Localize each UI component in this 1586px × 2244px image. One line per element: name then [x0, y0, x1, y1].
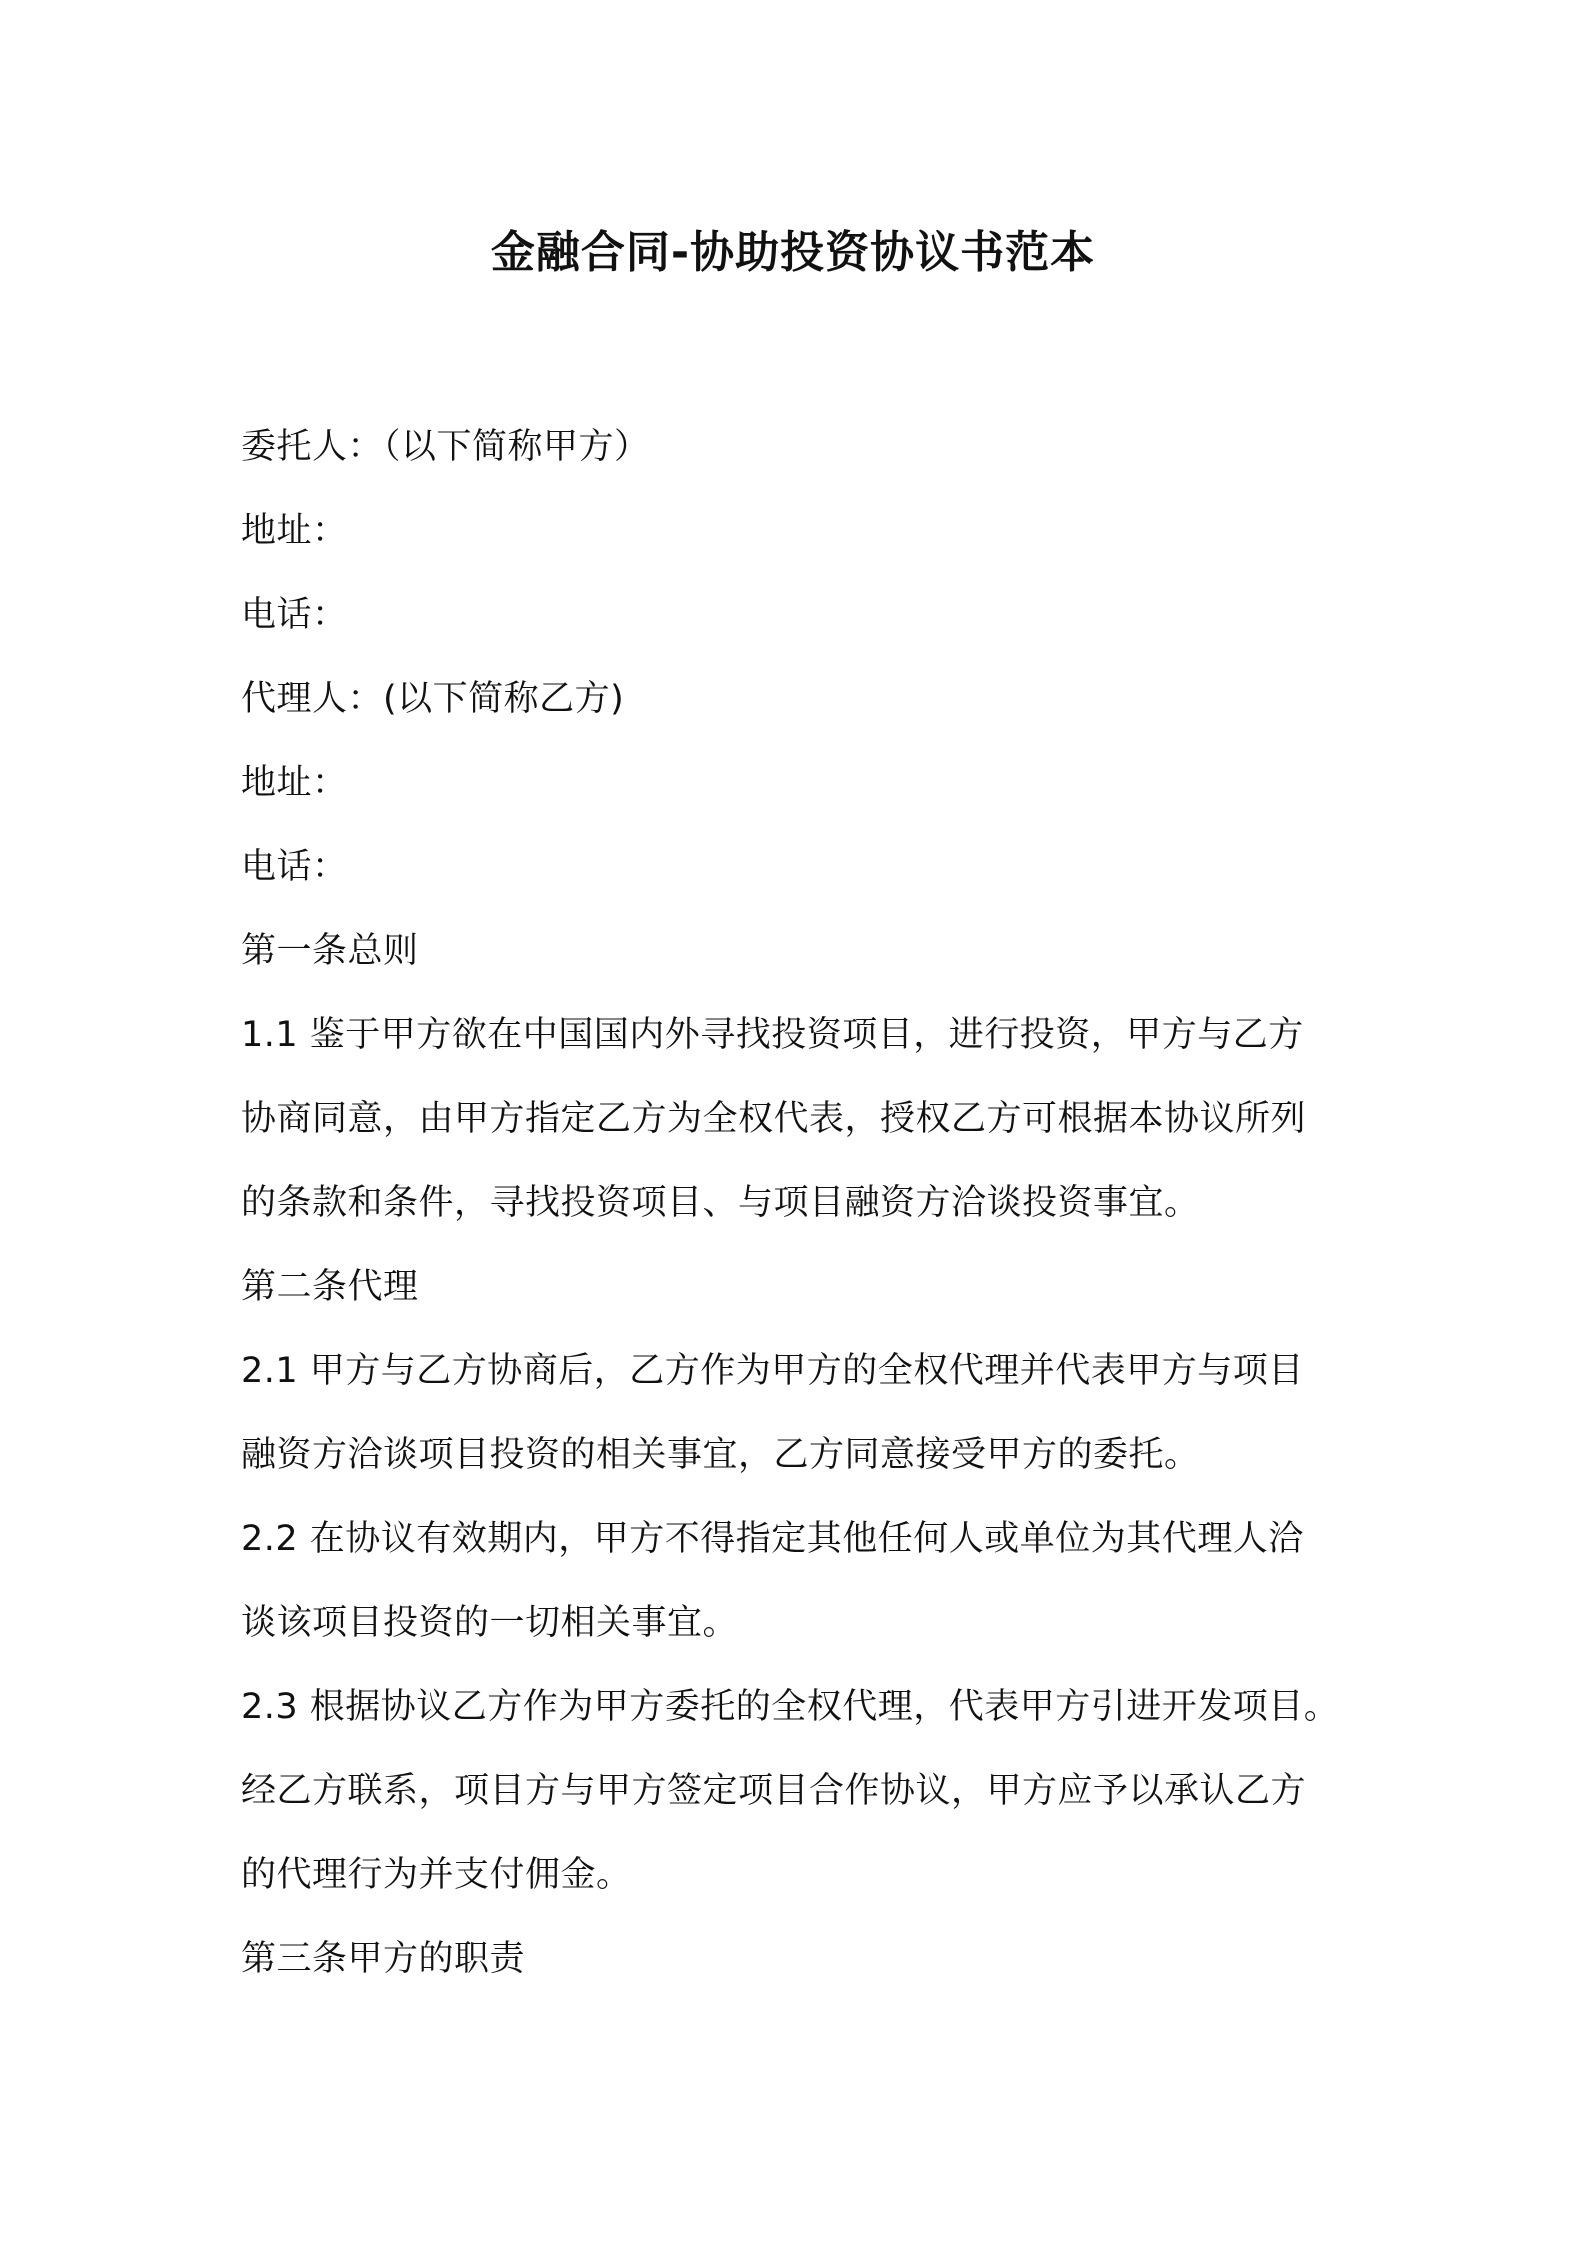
document-title: 金融合同-协助投资协议书范本	[490, 227, 1096, 278]
clause-1-1-line: 协商同意，由甲方指定乙方为全权代表，授权乙方可根据本协议所列	[241, 1099, 1307, 1139]
clause-2-1-line: 2.1 甲方与乙方协商后，乙方作为甲方的全权代理并代表甲方与项目	[241, 1351, 1304, 1391]
agent-phone-line: 电话：	[241, 847, 348, 887]
clause-2-2-line: 谈该项目投资的一切相关事宜。	[241, 1603, 739, 1643]
agent-line: 代理人：(以下简称乙方)	[241, 679, 625, 719]
clause-2-3-line: 2.3 根据协议乙方作为甲方委托的全权代理，代表甲方引进开发项目。	[241, 1687, 1340, 1727]
article-2-heading: 第二条代理	[241, 1267, 419, 1307]
clause-2-2-line: 2.2 在协议有效期内，甲方不得指定其他任何人或单位为其代理人洽	[241, 1519, 1304, 1559]
clause-2-1-line: 融资方洽谈项目投资的相关事宜，乙方同意接受甲方的委托。	[241, 1435, 1200, 1475]
clause-1-1-line: 1.1 鉴于甲方欲在中国国内外寻找投资项目，进行投资，甲方与乙方	[241, 1015, 1304, 1055]
client-phone-line: 电话：	[241, 595, 348, 635]
clause-2-3-line: 经乙方联系，项目方与甲方签定项目合作协议，甲方应予以承认乙方	[241, 1771, 1307, 1811]
clause-2-3-line: 的代理行为并支付佣金。	[241, 1855, 632, 1895]
article-3-heading: 第三条甲方的职责	[241, 1939, 526, 1979]
article-1-heading: 第一条总则	[241, 931, 419, 971]
agent-address-line: 地址：	[241, 763, 348, 803]
document-body	[241, 405, 1351, 2001]
clause-1-1-line: 的条款和条件，寻找投资项目、与项目融资方洽谈投资事宜。	[241, 1183, 1200, 1223]
client-address-line: 地址：	[241, 511, 348, 551]
client-line: 委托人：（以下简称甲方）	[241, 427, 650, 467]
